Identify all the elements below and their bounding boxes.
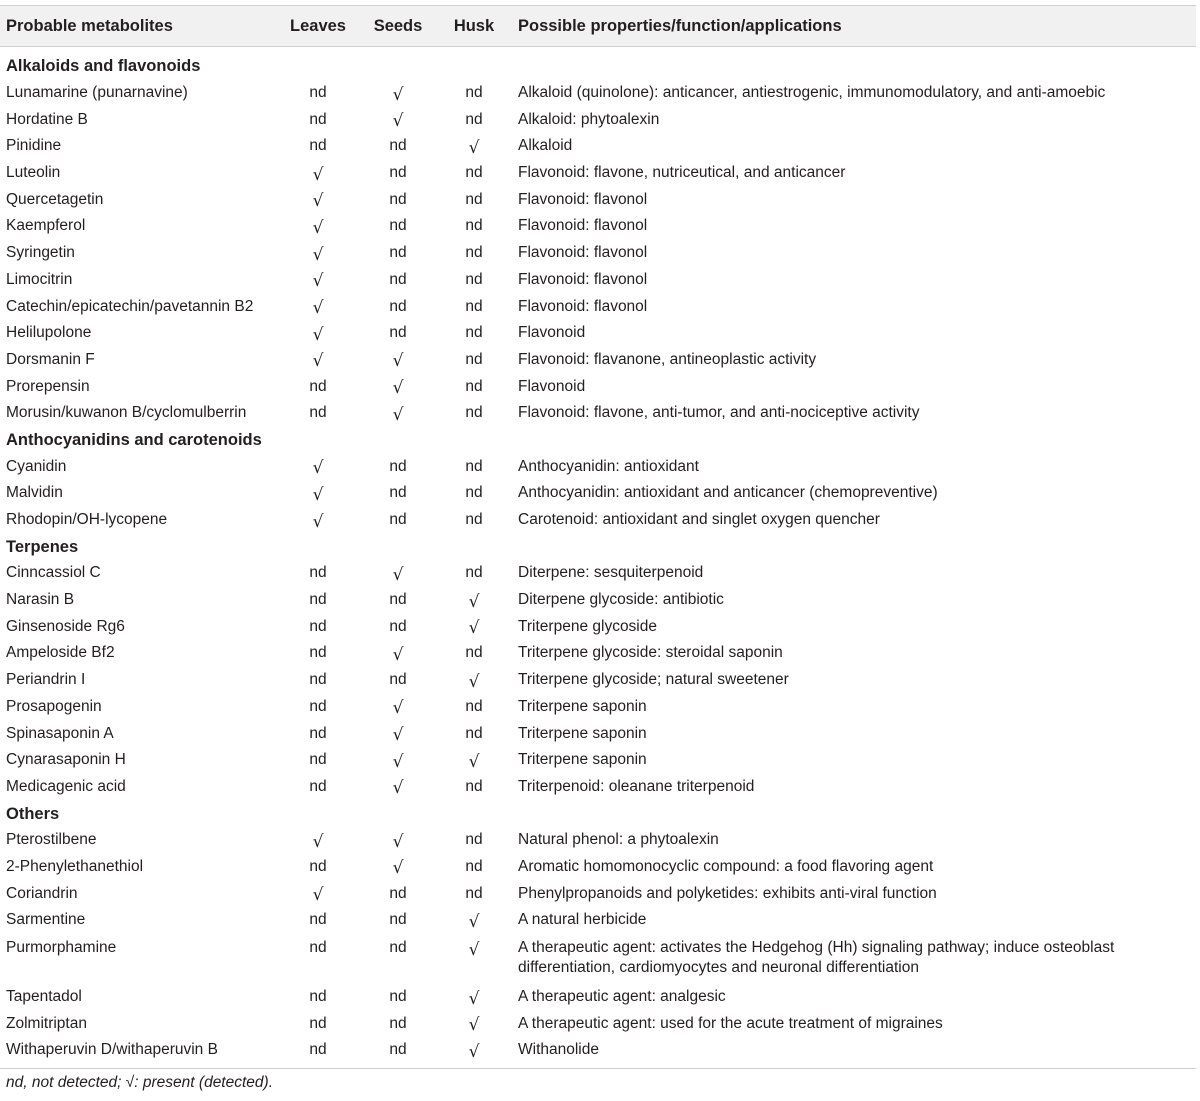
- properties-cell: Triterpene glycoside: steroidal saponin: [518, 644, 783, 662]
- seeds-cell: nd: [389, 988, 407, 1006]
- husk-cell: nd: [465, 84, 483, 102]
- seeds-cell: [356, 640, 440, 667]
- leaves-cell: [280, 267, 356, 294]
- leaves-cell: [280, 293, 356, 320]
- properties-cell: A therapeutic agent: used for the acute treatment of migraines: [518, 1014, 943, 1032]
- table-row: [0, 827, 1196, 854]
- leaves-cell: nd: [309, 84, 327, 102]
- husk-cell: nd: [465, 564, 483, 582]
- check-mark-icon: √: [312, 271, 324, 292]
- table-row: [0, 133, 1196, 160]
- husk-cell: nd: [465, 350, 483, 368]
- header-seeds: Seeds: [356, 6, 440, 47]
- table-row: [0, 320, 1196, 347]
- metabolite-name: Zolmitriptan: [6, 1014, 87, 1032]
- table-footnote: nd, not detected; √: present (detected).: [6, 1074, 274, 1091]
- husk-cell: nd: [465, 324, 483, 342]
- leaves-cell: [280, 880, 356, 907]
- check-mark-icon: √: [392, 351, 404, 372]
- properties-cell: Flavonoid: flavone, anti-tumor, and anti-nociceptive activity: [518, 404, 920, 422]
- table-row: [0, 186, 1196, 213]
- husk-cell: nd: [465, 270, 483, 288]
- seeds-cell: [356, 347, 440, 374]
- seeds-cell: [356, 373, 440, 400]
- husk-cell: [440, 613, 508, 640]
- check-mark-icon: √: [312, 324, 324, 345]
- check-mark-icon: √: [468, 1041, 480, 1062]
- table-row: [0, 213, 1196, 240]
- metabolite-name: Purmorphamine: [6, 938, 117, 956]
- table-row: [0, 613, 1196, 640]
- table-bottom-rule: [0, 1068, 1196, 1069]
- table-row: [0, 1010, 1196, 1037]
- husk-cell: [440, 984, 508, 1011]
- husk-cell: [440, 667, 508, 694]
- check-mark-icon: √: [392, 858, 404, 879]
- metabolite-name: Coriandrin: [6, 884, 78, 902]
- table-row: [0, 347, 1196, 374]
- metabolite-name: Limocitrin: [6, 270, 73, 288]
- metabolite-name: Kaempferol: [6, 217, 86, 235]
- metabolite-name: Cynarasaponin H: [6, 751, 126, 769]
- section-row: [0, 800, 1196, 827]
- table-row: [0, 934, 1196, 984]
- leaves-cell: nd: [309, 857, 327, 875]
- check-mark-icon: √: [392, 725, 404, 746]
- properties-cell: Flavonoid: flavone, nutriceutical, and anticancer: [518, 164, 846, 182]
- properties-cell: Flavonoid: flavonol: [518, 244, 648, 262]
- section-title: Terpenes: [6, 537, 79, 556]
- check-mark-icon: √: [392, 751, 404, 772]
- properties-cell: Flavonoid: flavonol: [518, 270, 648, 288]
- husk-cell: [440, 934, 508, 984]
- properties-cell: Alkaloid (quinolone): anticancer, antiestrogenic, immunomodulatory, and anti-amoebic: [518, 84, 1106, 102]
- seeds-cell: nd: [389, 1041, 407, 1059]
- leaves-cell: nd: [309, 724, 327, 742]
- husk-cell: nd: [465, 831, 483, 849]
- leaves-cell: [280, 160, 356, 187]
- table-row: [0, 774, 1196, 801]
- seeds-cell: nd: [389, 617, 407, 635]
- husk-cell: nd: [465, 857, 483, 875]
- seeds-cell: nd: [389, 1014, 407, 1032]
- check-mark-icon: √: [392, 644, 404, 665]
- properties-cell: Carotenoid: antioxidant and singlet oxygen quencher: [518, 511, 880, 529]
- check-mark-icon: √: [312, 244, 324, 265]
- seeds-cell: [356, 854, 440, 881]
- properties-cell: Flavonoid: flavonol: [518, 297, 648, 315]
- metabolites-table: [0, 5, 1196, 1064]
- metabolite-name: Lunamarine (punarnavine): [6, 84, 188, 102]
- seeds-cell: nd: [389, 591, 407, 609]
- check-mark-icon: √: [312, 191, 324, 212]
- table-row: [0, 507, 1196, 534]
- seeds-cell: [356, 106, 440, 133]
- leaves-cell: nd: [309, 110, 327, 128]
- check-mark-icon: √: [312, 831, 324, 852]
- properties-cell: Triterpene saponin: [518, 751, 647, 769]
- properties-cell: Aromatic homomonocyclic compound: a food flavoring agent: [518, 857, 934, 875]
- check-mark-icon: √: [468, 751, 480, 772]
- check-mark-icon: √: [312, 484, 324, 505]
- metabolite-name: Dorsmanin F: [6, 350, 95, 368]
- husk-cell: [440, 747, 508, 774]
- table-row: [0, 160, 1196, 187]
- properties-cell: Alkaloid: [518, 137, 573, 155]
- leaves-cell: nd: [309, 404, 327, 422]
- properties-cell: Natural phenol: a phytoalexin: [518, 831, 719, 849]
- seeds-cell: [356, 827, 440, 854]
- check-mark-icon: √: [392, 698, 404, 719]
- properties-cell: Flavonoid: [518, 324, 586, 342]
- properties-cell: Withanolide: [518, 1041, 599, 1059]
- seeds-cell: [356, 80, 440, 107]
- seeds-cell: nd: [389, 511, 407, 529]
- metabolite-name: Cyanidin: [6, 457, 67, 475]
- properties-cell: Triterpene saponin: [518, 697, 647, 715]
- leaves-cell: nd: [309, 697, 327, 715]
- metabolite-name: Prosapogenin: [6, 697, 102, 715]
- check-mark-icon: √: [468, 1015, 480, 1036]
- husk-cell: [440, 1037, 508, 1064]
- seeds-cell: nd: [389, 270, 407, 288]
- section-row: [0, 47, 1196, 80]
- table-row: [0, 720, 1196, 747]
- table-row: [0, 293, 1196, 320]
- leaves-cell: [280, 347, 356, 374]
- check-mark-icon: √: [392, 404, 404, 425]
- table-row: [0, 480, 1196, 507]
- properties-cell: A natural herbicide: [518, 911, 647, 929]
- seeds-cell: nd: [389, 884, 407, 902]
- metabolite-name: Ginsenoside Rg6: [6, 617, 125, 635]
- check-mark-icon: √: [468, 591, 480, 612]
- metabolite-name: Malvidin: [6, 484, 63, 502]
- metabolite-name: Helilupolone: [6, 324, 92, 342]
- leaves-cell: [280, 186, 356, 213]
- table-row: [0, 373, 1196, 400]
- table-row: [0, 854, 1196, 881]
- leaves-cell: [280, 507, 356, 534]
- check-mark-icon: √: [392, 111, 404, 132]
- seeds-cell: nd: [389, 164, 407, 182]
- check-mark-icon: √: [392, 84, 404, 105]
- check-mark-icon: √: [468, 671, 480, 692]
- husk-cell: nd: [465, 644, 483, 662]
- seeds-cell: nd: [389, 911, 407, 929]
- metabolite-name: Tapentadol: [6, 988, 82, 1006]
- metabolite-name: Ampeloside Bf2: [6, 644, 115, 662]
- leaves-cell: [280, 240, 356, 267]
- metabolite-name: Catechin/epicatechin/pavetannin B2: [6, 297, 254, 315]
- metabolite-name: Withaperuvin D/withaperuvin B: [6, 1041, 218, 1059]
- properties-cell: Flavonoid: flavonol: [518, 217, 648, 235]
- husk-cell: nd: [465, 884, 483, 902]
- metabolite-name: Syringetin: [6, 244, 75, 262]
- husk-cell: nd: [465, 164, 483, 182]
- husk-cell: nd: [465, 777, 483, 795]
- leaves-cell: nd: [309, 377, 327, 395]
- seeds-cell: [356, 774, 440, 801]
- check-mark-icon: √: [392, 778, 404, 799]
- table-row: [0, 106, 1196, 133]
- seeds-cell: nd: [389, 938, 407, 956]
- seeds-cell: [356, 400, 440, 427]
- properties-cell: Triterpene glycoside; natural sweetener: [518, 671, 789, 689]
- check-mark-icon: √: [312, 885, 324, 906]
- properties-cell: Flavonoid: flavanone, antineoplastic activity: [518, 350, 817, 368]
- properties-cell: A therapeutic agent: activates the Hedgehog (Hh) signaling pathway; induce osteoblast differentiation, cardiomyocytes and neuronal differentiation: [518, 938, 1115, 976]
- leaves-cell: nd: [309, 564, 327, 582]
- properties-cell: Diterpene glycoside: antibiotic: [518, 591, 724, 609]
- metabolite-name: Medicagenic acid: [6, 777, 126, 795]
- husk-cell: nd: [465, 110, 483, 128]
- husk-cell: nd: [465, 724, 483, 742]
- check-mark-icon: √: [468, 988, 480, 1009]
- leaves-cell: nd: [309, 938, 327, 956]
- check-mark-icon: √: [312, 511, 324, 532]
- metabolite-name: Rhodopin/OH-lycopene: [6, 511, 168, 529]
- husk-cell: nd: [465, 484, 483, 502]
- section-title: Anthocyanidins and carotenoids: [6, 430, 262, 449]
- husk-cell: [440, 587, 508, 614]
- check-mark-icon: √: [468, 911, 480, 932]
- table-row: [0, 880, 1196, 907]
- table-row: [0, 400, 1196, 427]
- seeds-cell: nd: [389, 190, 407, 208]
- header-husk: Husk: [440, 6, 508, 47]
- leaves-cell: nd: [309, 751, 327, 769]
- table-row: [0, 984, 1196, 1011]
- husk-cell: nd: [465, 377, 483, 395]
- leaves-cell: nd: [309, 644, 327, 662]
- table-row: [0, 453, 1196, 480]
- metabolite-name: Periandrin I: [6, 671, 86, 689]
- leaves-cell: nd: [309, 988, 327, 1006]
- husk-cell: nd: [465, 404, 483, 422]
- properties-cell: A therapeutic agent: analgesic: [518, 988, 726, 1006]
- leaves-cell: nd: [309, 671, 327, 689]
- properties-cell: Anthocyanidin: antioxidant: [518, 457, 699, 475]
- section-row: [0, 427, 1196, 454]
- leaves-cell: nd: [309, 591, 327, 609]
- properties-cell: Diterpene: sesquiterpenoid: [518, 564, 704, 582]
- metabolite-name: Spinasaponin A: [6, 724, 114, 742]
- seeds-cell: nd: [389, 457, 407, 475]
- husk-cell: nd: [465, 190, 483, 208]
- table-row: [0, 267, 1196, 294]
- table-row: [0, 907, 1196, 934]
- table-row: [0, 587, 1196, 614]
- seeds-cell: [356, 747, 440, 774]
- husk-cell: nd: [465, 297, 483, 315]
- properties-cell: Anthocyanidin: antioxidant and anticancer (chemopreventive): [518, 484, 938, 502]
- properties-cell: Triterpenoid: oleanane triterpenoid: [518, 777, 755, 795]
- leaves-cell: [280, 453, 356, 480]
- check-mark-icon: √: [312, 458, 324, 479]
- seeds-cell: nd: [389, 244, 407, 262]
- table-body: [0, 47, 1196, 1064]
- check-mark-icon: √: [312, 217, 324, 238]
- header-leaves: Leaves: [280, 6, 356, 47]
- header-metabolites: Probable metabolites: [0, 6, 280, 47]
- properties-cell: Alkaloid: phytoalexin: [518, 110, 660, 128]
- metabolite-name: Prorepensin: [6, 377, 90, 395]
- check-mark-icon: √: [468, 618, 480, 639]
- leaves-cell: [280, 480, 356, 507]
- leaves-cell: [280, 827, 356, 854]
- check-mark-icon: √: [312, 298, 324, 319]
- leaves-cell: nd: [309, 777, 327, 795]
- table-row: [0, 640, 1196, 667]
- properties-cell: Triterpene saponin: [518, 724, 647, 742]
- husk-cell: nd: [465, 244, 483, 262]
- seeds-cell: nd: [389, 217, 407, 235]
- husk-cell: [440, 1010, 508, 1037]
- husk-cell: nd: [465, 217, 483, 235]
- seeds-cell: nd: [389, 137, 407, 155]
- leaves-cell: [280, 213, 356, 240]
- seeds-cell: [356, 694, 440, 721]
- metabolite-name: Pinidine: [6, 137, 62, 155]
- check-mark-icon: √: [392, 564, 404, 585]
- properties-cell: Phenylpropanoids and polyketides: exhibits anti-viral function: [518, 884, 937, 902]
- properties-cell: Flavonoid: flavonol: [518, 190, 648, 208]
- husk-cell: nd: [465, 697, 483, 715]
- leaves-cell: nd: [309, 1014, 327, 1032]
- metabolite-name: 2-Phenylethanethiol: [6, 857, 144, 875]
- seeds-cell: [356, 720, 440, 747]
- metabolite-name: Luteolin: [6, 164, 61, 182]
- husk-cell: [440, 133, 508, 160]
- metabolite-name: Morusin/kuwanon B/cyclomulberrin: [6, 404, 247, 422]
- seeds-cell: nd: [389, 484, 407, 502]
- seeds-cell: [356, 560, 440, 587]
- leaves-cell: [280, 320, 356, 347]
- metabolite-name: Narasin B: [6, 591, 75, 609]
- metabolite-name: Cinncassiol C: [6, 564, 101, 582]
- table-header-row: [0, 6, 1196, 47]
- check-mark-icon: √: [392, 378, 404, 399]
- seeds-cell: nd: [389, 297, 407, 315]
- husk-cell: nd: [465, 511, 483, 529]
- leaves-cell: nd: [309, 1041, 327, 1059]
- check-mark-icon: √: [312, 351, 324, 372]
- seeds-cell: nd: [389, 324, 407, 342]
- seeds-cell: nd: [389, 671, 407, 689]
- check-mark-icon: √: [392, 831, 404, 852]
- properties-cell: Flavonoid: [518, 377, 586, 395]
- properties-cell: Triterpene glycoside: [518, 617, 657, 635]
- husk-cell: [440, 907, 508, 934]
- leaves-cell: nd: [309, 911, 327, 929]
- metabolite-name: Hordatine B: [6, 110, 88, 128]
- metabolite-name: Sarmentine: [6, 911, 86, 929]
- table-row: [0, 694, 1196, 721]
- table-row: [0, 560, 1196, 587]
- table-row: [0, 80, 1196, 107]
- leaves-cell: nd: [309, 137, 327, 155]
- table-row: [0, 1037, 1196, 1064]
- table-row: [0, 747, 1196, 774]
- section-title: Others: [6, 804, 60, 823]
- header-properties: Possible properties/function/applications: [508, 6, 1196, 47]
- check-mark-icon: √: [468, 137, 480, 158]
- metabolite-name: Pterostilbene: [6, 831, 97, 849]
- table-row: [0, 240, 1196, 267]
- section-row: [0, 533, 1196, 560]
- check-mark-icon: √: [468, 939, 480, 960]
- section-title: Alkaloids and flavonoids: [6, 57, 201, 76]
- leaves-cell: nd: [309, 617, 327, 635]
- metabolite-name: Quercetagetin: [6, 190, 104, 208]
- husk-cell: nd: [465, 457, 483, 475]
- table-row: [0, 667, 1196, 694]
- check-mark-icon: √: [312, 164, 324, 185]
